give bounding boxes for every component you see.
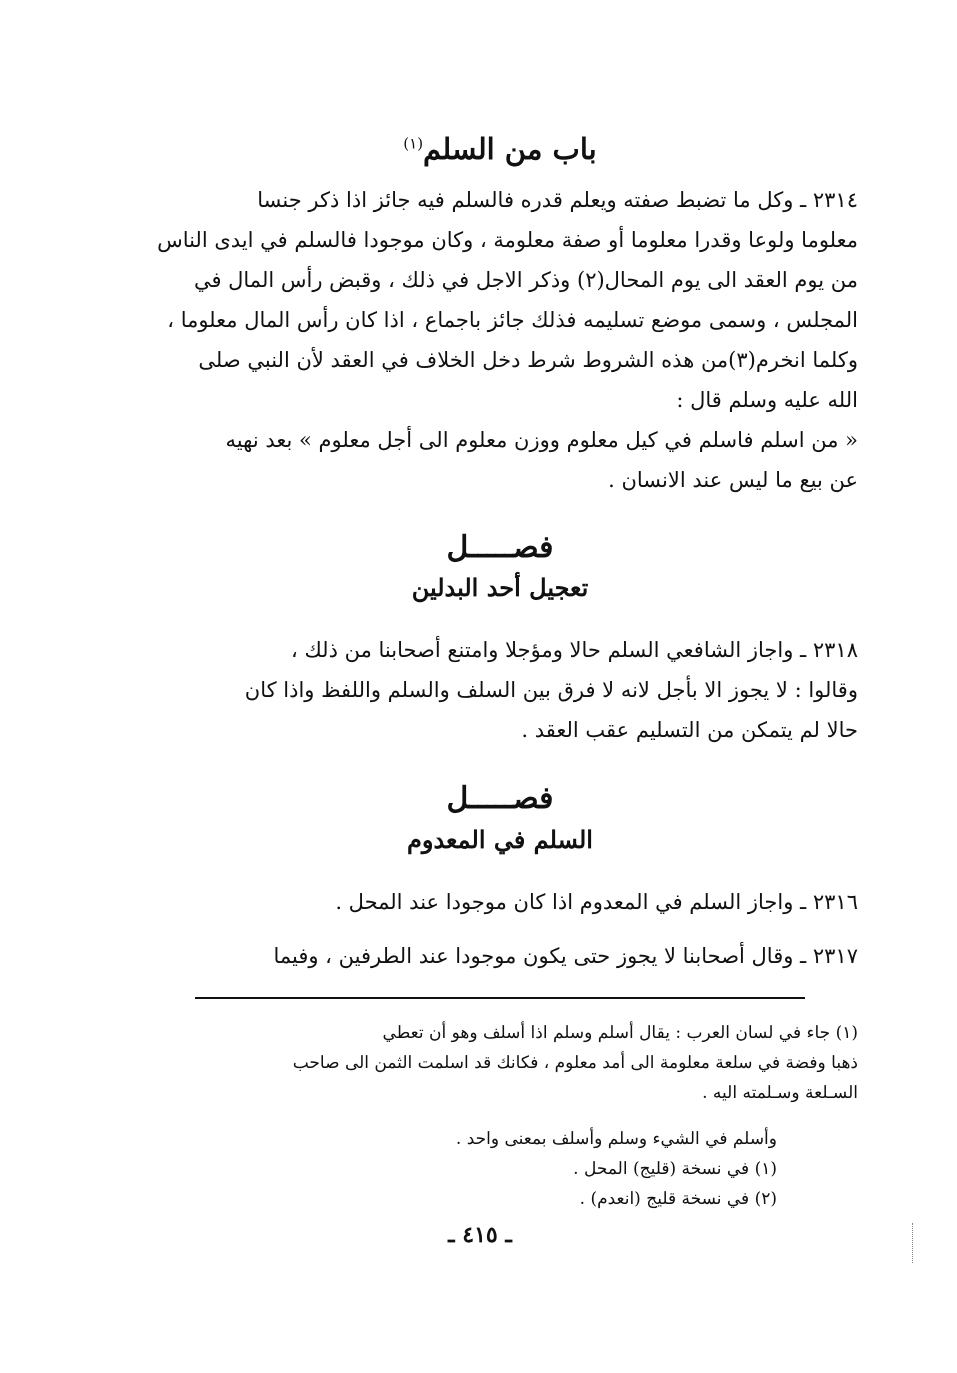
footnote-line: ذهبا وفضة في سلعة معلومة الى أمد معلوم ، فكانك قد اسلمت الثمن الى صاحب xyxy=(292,1053,858,1073)
chapter-title xyxy=(150,132,850,166)
paragraph-2317 xyxy=(148,936,858,976)
text-line: ٢٣١٦ ـ واجاز السلم في المعدوم اذا كان موجودا عند المحل . xyxy=(335,890,858,914)
text-line: ٢٣١٧ ـ وقال أصحابنا لا يجوز حتى يكون موجودا عند الطرفين ، وفيما xyxy=(273,944,858,968)
text-line: من يوم العقد الى يوم المحال(٢) وذكر الاجل في ذلك ، وقبض رأس المال في xyxy=(193,268,858,292)
footnote-divider xyxy=(195,997,805,999)
paragraph-2316 xyxy=(148,882,858,922)
section-heading-fasl-2: فصـــــل xyxy=(446,781,554,816)
section-heading-fasl-1: فصـــــل xyxy=(446,530,554,565)
text-line: الله عليه وسلم قال : xyxy=(676,388,858,412)
footnotes-indented xyxy=(456,1124,777,1214)
text-line: ٢٣١٤ ـ وكل ما تضبط صفته ويعلم قدره فالسلم فيه جائز اذا ذكر جنسا xyxy=(257,188,858,212)
footnote-line: (١) في نسخة (قليج) المحل . xyxy=(573,1159,777,1179)
text-line: وكلما انخرم(٣)من هذه الشروط شرط دخل الخلاف في العقد لأن النبي صلى xyxy=(198,348,858,372)
chapter-title-footnote-ref: (١) xyxy=(403,134,424,153)
footnote-line: (٢) في نسخة قليج (انعدم) . xyxy=(579,1189,777,1209)
footnote-line: (١) جاء في لسان العرب : يقال أسلم وسلم اذا أسلف وهو أن تعطي xyxy=(382,1023,858,1043)
section-subheading-2: السلم في المعدوم xyxy=(407,825,593,854)
chapter-title-text: باب من السلم xyxy=(423,132,597,166)
text-line: ٢٣١٨ ـ واجاز الشافعي السلم حالا ومؤجلا وامتنع أصحابنا من ذلك ، xyxy=(291,638,858,662)
text-line: « من اسلم فاسلم في كيل معلوم ووزن معلوم الى أجل معلوم » بعد نهيه xyxy=(225,428,858,452)
paragraph-2318 xyxy=(148,630,858,750)
paragraph-2314 xyxy=(148,180,858,420)
text-line: وقالوا : لا يجوز الا بأجل لانه لا فرق بين السلف والسلم واللفظ واذا كان xyxy=(244,678,858,702)
text-line: حالا لم يتمكن من التسليم عقب العقد . xyxy=(521,718,858,742)
text-line: عن بيع ما ليس عند الانسان . xyxy=(608,468,858,492)
scan-edge-mark xyxy=(912,1223,917,1263)
footnote-line: السـلعة وسـلمته اليه . xyxy=(702,1083,858,1103)
page-number: ـ ٤١٥ ـ xyxy=(448,1222,512,1248)
footnote-line: وأسلم في الشيء وسلم وأسلف بمعنى واحد . xyxy=(455,1129,777,1149)
section-subheading-1: تعجيل أحد البدلين xyxy=(411,573,589,602)
footnotes xyxy=(148,1018,858,1108)
text-line: المجلس ، وسمى موضع تسليمه فذلك جائز باجماع ، اذا كان رأس المال معلوما ، xyxy=(167,308,858,332)
text-line: معلوما ولوعا وقدرا معلوما أو صفة معلومة ، وكان موجودا فالسلم في ايدى الناس xyxy=(157,228,858,252)
hadith-quote xyxy=(148,420,858,500)
